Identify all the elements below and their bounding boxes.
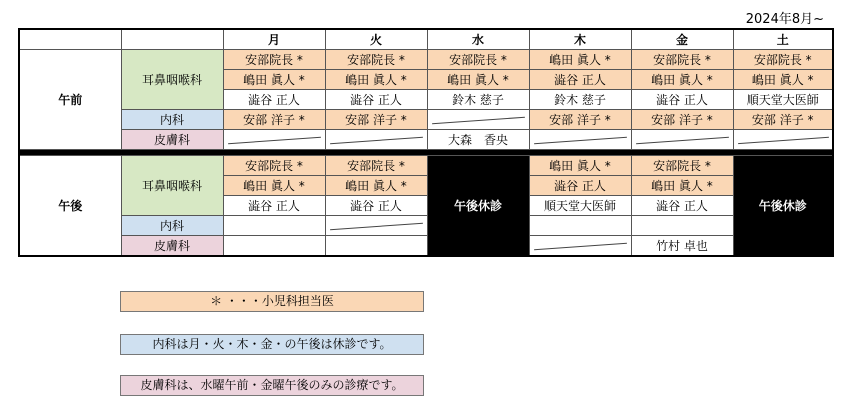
doctor-cell: 澁谷 正人: [223, 196, 325, 216]
doctor-cell: 安部院長 *: [733, 50, 833, 70]
doctor-cell: [325, 236, 427, 257]
doctor-cell: 安部院長 *: [631, 156, 733, 176]
day-header: 月: [223, 29, 325, 50]
closed-cell: 午後休診: [427, 156, 529, 257]
table-row: [19, 50, 833, 70]
header-row: [19, 29, 833, 50]
dept-label: 内科: [121, 216, 223, 236]
doctor-cell: 順天堂大医師: [733, 90, 833, 110]
empty-cell: [325, 216, 427, 236]
day-header: 土: [733, 29, 833, 50]
empty-cell: [529, 236, 631, 257]
slash-mark: [534, 242, 627, 249]
dept-label: 耳鼻咽喉科: [121, 156, 223, 216]
table-row: [19, 216, 833, 236]
doctor-cell: 嶋田 眞人 *: [529, 156, 631, 176]
doctor-cell: 澁谷 正人: [325, 90, 427, 110]
slash-mark: [228, 136, 321, 143]
day-header: 木: [529, 29, 631, 50]
day-header: 水: [427, 29, 529, 50]
header-corner-period: [19, 29, 121, 50]
day-header: 金: [631, 29, 733, 50]
slash-mark: [534, 136, 627, 143]
doctor-cell: 鈴木 慈子: [427, 90, 529, 110]
doctor-cell: 大森 香央: [427, 130, 529, 150]
doctor-cell: 嶋田 眞人 *: [733, 70, 833, 90]
closed-cell: 午後休診: [733, 156, 833, 257]
doctor-cell: [223, 216, 325, 236]
empty-cell: [223, 130, 325, 150]
note-dermatology: 皮膚科は、水曜午前・金曜午後のみの診療です。: [120, 375, 424, 396]
doctor-cell: 嶋田 眞人 *: [325, 176, 427, 196]
doctor-cell: 嶋田 眞人 *: [631, 176, 733, 196]
doctor-cell: 澁谷 正人: [631, 196, 733, 216]
header-corner-dept: [121, 29, 223, 50]
slash-mark: [330, 222, 423, 229]
dept-label: 皮膚科: [121, 236, 223, 257]
doctor-cell: 嶋田 眞人 *: [631, 70, 733, 90]
dept-label: 皮膚科: [121, 130, 223, 150]
empty-cell: [631, 130, 733, 150]
doctor-cell: 安部 洋子 *: [529, 110, 631, 130]
dept-label: 耳鼻咽喉科: [121, 50, 223, 110]
doctor-cell: 安部院長 *: [223, 50, 325, 70]
empty-cell: [325, 130, 427, 150]
schedule-table: [18, 28, 834, 257]
table-row: [19, 156, 833, 176]
slash-mark: [432, 116, 525, 123]
doctor-cell: [631, 216, 733, 236]
empty-cell: [529, 130, 631, 150]
slash-mark: [636, 136, 729, 143]
day-header: 火: [325, 29, 427, 50]
doctor-cell: 安部院長 *: [325, 50, 427, 70]
table-row: [19, 236, 833, 257]
doctor-cell: [223, 236, 325, 257]
doctor-cell: 澁谷 正人: [529, 176, 631, 196]
doctor-cell: [529, 216, 631, 236]
period-label: 午後: [19, 156, 121, 257]
empty-cell: [427, 110, 529, 130]
doctor-cell: 澁谷 正人: [631, 90, 733, 110]
doctor-cell: 安部院長 *: [325, 156, 427, 176]
doctor-cell: 安部院長 *: [631, 50, 733, 70]
slash-mark: [738, 136, 828, 143]
doctor-cell: 順天堂大医師: [529, 196, 631, 216]
doctor-cell: 安部 洋子 *: [631, 110, 733, 130]
doctor-cell: 澁谷 正人: [223, 90, 325, 110]
table-row: [19, 130, 833, 150]
doctor-cell: 嶋田 眞人 *: [529, 50, 631, 70]
doctor-cell: 安部院長 *: [427, 50, 529, 70]
note-internal-medicine: 内科は月・火・木・金・の午後は休診です。: [120, 334, 424, 355]
date-label: 2024年8月~: [745, 12, 824, 27]
doctor-cell: 澁谷 正人: [529, 70, 631, 90]
doctor-cell: 竹村 卓也: [631, 236, 733, 257]
period-label: 午前: [19, 50, 121, 150]
dept-label: 内科: [121, 110, 223, 130]
empty-cell: [733, 130, 833, 150]
doctor-cell: 安部 洋子 *: [223, 110, 325, 130]
doctor-cell: 安部院長 *: [223, 156, 325, 176]
doctor-cell: 嶋田 眞人 *: [223, 176, 325, 196]
doctor-cell: 安部 洋子 *: [325, 110, 427, 130]
doctor-cell: 澁谷 正人: [325, 196, 427, 216]
doctor-cell: 鈴木 慈子: [529, 90, 631, 110]
slash-mark: [330, 136, 423, 143]
doctor-cell: 嶋田 眞人 *: [325, 70, 427, 90]
doctor-cell: 嶋田 眞人 *: [223, 70, 325, 90]
doctor-cell: 嶋田 眞人 *: [427, 70, 529, 90]
note-pediatric: ＊ ・・・小児科担当医: [120, 291, 424, 312]
table-row: [19, 110, 833, 130]
doctor-cell: 安部 洋子 *: [733, 110, 833, 130]
